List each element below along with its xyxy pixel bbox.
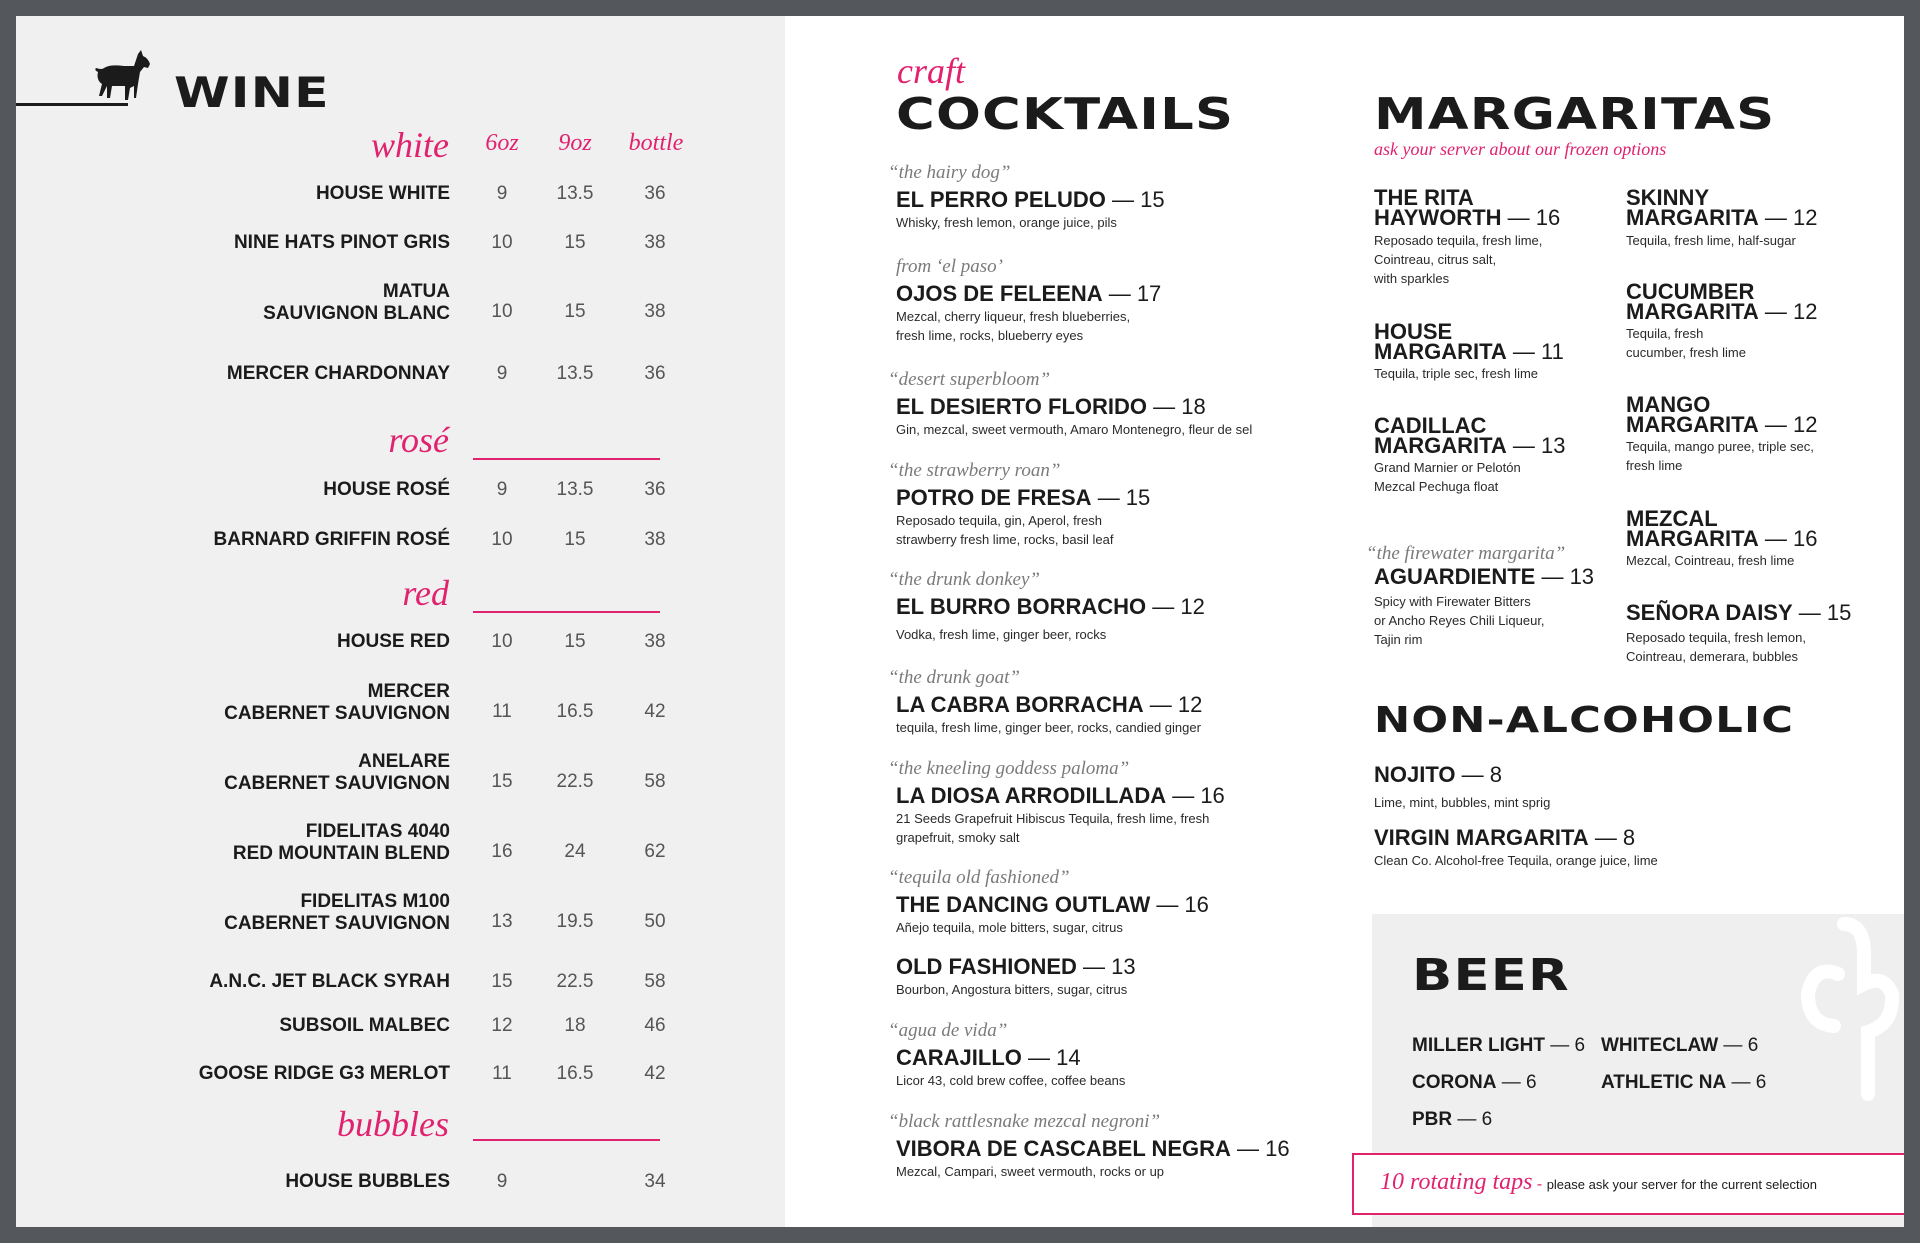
menu-page [16, 16, 1904, 1227]
cocktail-quote: “the drunk goat” [888, 667, 1020, 688]
margarita-name: SKINNY MARGARITA — 12 [1626, 185, 1818, 230]
cocktail-name: CARAJILLO — 14 [896, 1045, 1081, 1070]
cactus-outline-icon [1784, 914, 1904, 1114]
beer-item: CORONA — 6 [1412, 1072, 1537, 1093]
section-rule [473, 611, 660, 613]
goat-icon [88, 50, 158, 106]
cocktail-name: EL BURRO BORRACHO — 12 [896, 594, 1205, 619]
margarita-desc: Tequila, triple sec, fresh lime [1374, 366, 1539, 381]
wine-title: WINE [174, 68, 330, 117]
cocktail-desc: Añejo tequila, mole bitters, sugar, citrus [896, 920, 1123, 935]
wine-row: SUBSOIL MALBEC 12 18 46 [279, 1015, 666, 1036]
cocktail-quote: “the kneeling goddess paloma” [888, 758, 1130, 779]
beer-item: ATHLETIC NA — 6 [1601, 1072, 1767, 1093]
cocktail-quote: “the strawberry roan” [888, 460, 1061, 481]
cocktail-name: EL DESIERTO FLORIDO — 18 [896, 394, 1206, 419]
cocktail-name: VIBORA DE CASCABEL NEGRA — 16 [896, 1136, 1290, 1161]
margarita-desc: Tequila, fresh cucumber, fresh lime [1626, 326, 1746, 360]
col-9oz: 9oz [558, 130, 592, 156]
nonalcoholic-desc: Clean Co. Alcohol-free Tequila, orange juice, lime [1374, 853, 1658, 868]
cocktail-name: LA CABRA BORRACHA — 12 [896, 692, 1203, 717]
cocktail-desc: 21 Seeds Grapefruit Hibiscus Tequila, fresh lime, fresh grapefruit, smoky salt [896, 811, 1210, 845]
cocktail-desc: Whisky, fresh lemon, orange juice, pils [896, 215, 1117, 230]
wine-row: HOUSE WHITE 9 13.5 36 [315, 183, 666, 204]
cocktail-name: THE DANCING OUTLAW — 16 [896, 892, 1209, 917]
margarita-desc: Reposado tequila, fresh lemon, Cointreau, demerara, bubbles [1626, 630, 1806, 664]
cocktail-desc: tequila, fresh lime, ginger beer, rocks, candied ginger [896, 720, 1201, 735]
section-red: red [402, 573, 449, 613]
wine-row: MERCER CABERNET SAUVIGNON 11 16.5 42 [224, 681, 666, 724]
margarita-name: CUCUMBER MARGARITA — 12 [1626, 279, 1818, 324]
taps-box [1352, 1153, 1904, 1215]
cocktail-name: POTRO DE FRESA — 15 [896, 485, 1151, 510]
section-rule [473, 458, 660, 460]
wine-row: MATUA SAUVIGNON BLANC 10 15 38 [263, 281, 666, 324]
cocktail-name: OLD FASHIONED — 13 [896, 954, 1136, 979]
beer-item: MILLER LIGHT — 6 [1412, 1035, 1586, 1056]
section-rule [473, 1139, 660, 1141]
section-bubbles: bubbles [337, 1104, 449, 1144]
wine-row: ANELARE CABERNET SAUVIGNON 15 22.5 58 [224, 751, 666, 794]
wine-row: BARNARD GRIFFIN ROSÉ 10 15 38 [213, 529, 666, 550]
beer-item: WHITECLAW — 6 [1601, 1035, 1759, 1056]
nonalcoholic-desc: Lime, mint, bubbles, mint sprig [1374, 795, 1551, 810]
margarita-desc: Tequila, fresh lime, half-sugar [1626, 233, 1796, 248]
cocktail-quote: “tequila old fashioned” [888, 867, 1070, 888]
wine-row: FIDELITAS M100 CABERNET SAUVIGNON 13 19.5 50 [224, 891, 666, 934]
wine-row: FIDELITAS 4040 RED MOUNTAIN BLEND 16 24 62 [232, 821, 666, 864]
margarita-name: AGUARDIENTE — 13 [1374, 564, 1595, 589]
margarita-name: MEZCAL MARGARITA — 16 [1626, 506, 1818, 551]
beer-item: PBR — 6 [1412, 1109, 1493, 1130]
cocktail-quote: “desert superbloom” [888, 369, 1051, 390]
cocktail-name: EL PERRO PELUDO — 15 [896, 187, 1165, 212]
wine-row: NINE HATS PINOT GRIS 10 15 38 [233, 232, 666, 253]
margarita-desc: Mezcal, Cointreau, fresh lime [1626, 553, 1795, 568]
cocktail-desc: Gin, mezcal, sweet vermouth, Amaro Montenegro, fleur de sel [896, 422, 1253, 437]
cocktail-desc: Bourbon, Angostura bitters, sugar, citrus [896, 982, 1128, 997]
cocktail-name: OJOS DE FELEENA — 17 [896, 281, 1162, 306]
taps-note: please ask your server for the current selection [1546, 1177, 1817, 1192]
col-bottle: bottle [628, 130, 684, 156]
margarita-name: HOUSE MARGARITA — 11 [1374, 319, 1564, 364]
cocktail-desc: Licor 43, cold brew coffee, coffee beans [896, 1073, 1126, 1088]
cocktail-desc: Reposado tequila, gin, Aperol, fresh strawberry fresh lime, rocks, basil leaf [896, 513, 1114, 547]
margarita-name: CADILLAC MARGARITA — 13 [1374, 413, 1566, 458]
margaritas-subtitle: ask your server about our frozen options [1374, 139, 1667, 159]
wine-row: HOUSE ROSÉ 9 13.5 36 [323, 479, 666, 500]
margarita-name: THE RITA HAYWORTH — 16 [1374, 185, 1561, 230]
cocktails-kicker: craft [897, 51, 965, 91]
margaritas-title: MARGARITAS [1374, 89, 1776, 140]
wine-row: A.N.C. JET BLACK SYRAH 15 22.5 58 [209, 971, 666, 992]
taps-title: 10 rotating taps [1380, 1169, 1533, 1195]
wine-row: GOOSE RIDGE G3 MERLOT 11 16.5 42 [198, 1063, 666, 1084]
margarita-quote: “the firewater margarita” [1366, 543, 1566, 564]
wine-row: MERCER CHARDONNAY 9 13.5 36 [226, 363, 666, 384]
beer-title: BEER [1412, 950, 1570, 1001]
taps-dash: - [1532, 1176, 1547, 1193]
margarita-desc: Tequila, mango puree, triple sec, fresh lime [1626, 439, 1814, 473]
nonalcoholic-name: VIRGIN MARGARITA — 8 [1374, 825, 1636, 850]
cocktail-quote: “black rattlesnake mezcal negroni” [888, 1111, 1161, 1132]
margarita-desc: Grand Marnier or Pelotón Mezcal Pechuga float [1374, 460, 1521, 494]
cocktail-quote: from ‘el paso’ [896, 256, 1003, 277]
cocktail-quote: “the hairy dog” [888, 162, 1011, 183]
section-rose: rosé [388, 420, 449, 460]
nonalcoholic-name: NOJITO — 8 [1374, 762, 1502, 787]
margarita-desc: Reposado tequila, fresh lime, Cointreau, citrus salt, with sparkles [1374, 233, 1543, 286]
margarita-desc: Spicy with Firewater Bitters or Ancho Reyes Chili Liqueur, Tajin rim [1374, 594, 1545, 647]
margarita-name: SEÑORA DAISY — 15 [1626, 600, 1852, 625]
cocktail-desc: Mezcal, Campari, sweet vermouth, rocks or up [896, 1164, 1165, 1179]
section-white: white [371, 125, 449, 165]
cocktail-desc: Mezcal, cherry liqueur, fresh blueberries, fresh lime, rocks, blueberry eyes [896, 309, 1131, 343]
wine-panel [16, 16, 785, 1227]
cocktails-title: COCKTAILS [896, 89, 1235, 140]
margarita-name: MANGO MARGARITA — 12 [1626, 392, 1818, 437]
nonalcoholic-title: NON-ALCOHOLIC [1374, 700, 1795, 741]
wine-row: HOUSE BUBBLES 9 34 [285, 1171, 666, 1192]
col-6oz: 6oz [485, 130, 519, 156]
cocktail-desc: Vodka, fresh lime, ginger beer, rocks [896, 627, 1107, 642]
wine-row: HOUSE RED 10 15 38 [337, 631, 666, 652]
cocktail-quote: “the drunk donkey” [888, 569, 1040, 590]
cocktail-quote: “agua de vida” [888, 1020, 1008, 1041]
cocktail-name: LA DIOSA ARRODILLADA — 16 [896, 783, 1225, 808]
